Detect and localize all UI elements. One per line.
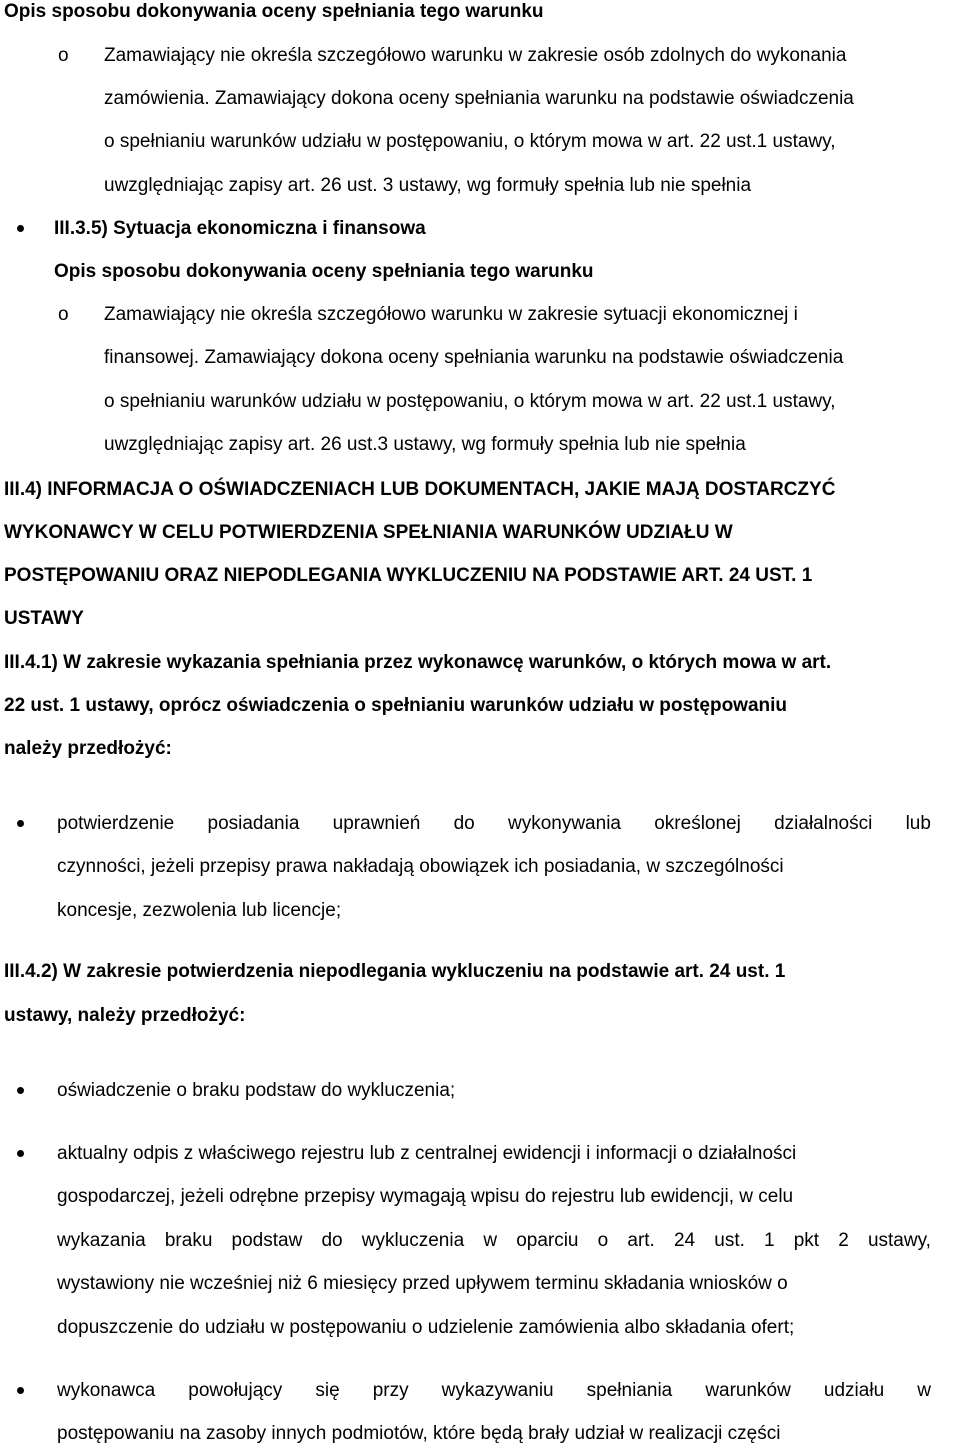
list-item-line: [57, 812, 931, 836]
word: do: [321, 1230, 343, 1251]
circle-bullet-icon: o: [58, 45, 69, 66]
word: wykazywaniu: [441, 1380, 554, 1401]
word: 2: [838, 1230, 849, 1251]
section-title: III.3.5) Sytuacja ekonomiczna i finansowa: [54, 218, 426, 239]
paragraph-line: uwzględniając zapisy art. 26 ust. 3 ustawy, wg formuły spełnia lub nie spełnia: [104, 175, 752, 196]
paragraph-line: zamówienia. Zamawiający dokona oceny spełniania warunku na podstawie oświadczenia: [104, 88, 854, 109]
word: wykonywania: [507, 813, 621, 834]
word: udziału: [823, 1380, 885, 1401]
bullet-icon: [17, 225, 24, 232]
section-title-line: III.4.1) W zakresie wykazania spełniania przez wykonawcę warunków, o których mowa w art.: [4, 652, 832, 673]
list-item-line: dopuszczenie do udziału w postępowaniu o udzielenie zamówienia albo składania ofert;: [57, 1317, 795, 1338]
justified-line: [57, 1229, 931, 1253]
word: podstaw: [231, 1230, 303, 1251]
word: wykluczenia: [361, 1230, 465, 1251]
justified-line: [57, 1379, 931, 1403]
word: przy: [372, 1380, 409, 1401]
word: ust.: [714, 1230, 745, 1251]
word: w: [917, 1380, 931, 1401]
word: w: [483, 1230, 498, 1251]
word: posiadania: [207, 813, 300, 834]
paragraph-line: uwzględniając zapisy art. 26 ust.3 ustawy, wg formuły spełnia lub nie spełnia: [104, 434, 746, 455]
bullet-icon: [17, 1087, 24, 1094]
word: powołujący: [188, 1380, 283, 1401]
word: 24: [673, 1230, 696, 1251]
paragraph-line: o spełnianiu warunków udziału w postępowaniu, o którym mowa w art. 22 ust.1 ustawy,: [104, 131, 836, 152]
word: art.: [627, 1230, 655, 1251]
section-heading: Opis sposobu dokonywania oceny spełniania tego warunku: [4, 1, 544, 22]
word: braku: [164, 1230, 213, 1251]
word: ustawy,: [867, 1230, 931, 1251]
word: wykonawca: [57, 1380, 156, 1401]
paragraph-line: Zamawiający nie określa szczegółowo warunku w zakresie sytuacji ekonomicznej i: [104, 304, 798, 325]
section-title-line: WYKONAWCY W CELU POTWIERDZENIA SPEŁNIANIA WARUNKÓW UDZIAŁU W: [4, 522, 733, 543]
bullet-icon: [17, 820, 24, 827]
list-item-line: gospodarczej, jeżeli odrębne przepisy wymagają wpisu do rejestru lub ewidencji, w celu: [57, 1186, 794, 1207]
word: wykazania: [57, 1230, 146, 1251]
word: oparciu: [516, 1230, 579, 1251]
word: o: [597, 1230, 609, 1251]
section-title-line: POSTĘPOWANIU ORAZ NIEPODLEGANIA WYKLUCZENIU NA PODSTAWIE ART. 24 UST. 1: [4, 565, 813, 586]
word: pkt: [793, 1230, 820, 1251]
list-item-line: czynności, jeżeli przepisy prawa nakładają obowiązek ich posiadania, w szczególności: [57, 856, 784, 877]
section-title-line: należy przedłożyć:: [4, 738, 172, 759]
list-item-line: [57, 1229, 931, 1253]
word: potwierdzenie: [57, 813, 175, 834]
word: warunków: [705, 1380, 791, 1401]
paragraph-line: finansowej. Zamawiający dokona oceny spełniania warunku na podstawie oświadczenia: [104, 347, 844, 368]
section-title-line: USTAWY: [4, 608, 84, 629]
list-item-line: wystawiony nie wcześniej niż 6 miesięcy przed upływem terminu składania wniosków o: [57, 1273, 788, 1294]
section-title-line: III.4.2) W zakresie potwierdzenia niepodlegania wykluczeniu na podstawie art. 24 ust. 1: [4, 961, 786, 982]
circle-bullet-icon: o: [58, 304, 69, 325]
word: określonej: [654, 813, 741, 834]
word: uprawnień: [332, 813, 421, 834]
word: do: [453, 813, 475, 834]
bullet-icon: [17, 1387, 24, 1394]
justified-line: [57, 812, 931, 836]
list-item-line: koncesje, zezwolenia lub licencje;: [57, 900, 342, 921]
paragraph-line: o spełnianiu warunków udziału w postępowaniu, o którym mowa w art. 22 ust.1 ustawy,: [104, 391, 836, 412]
section-title-line: III.4) INFORMACJA O OŚWIADCZENIACH LUB DOKUMENTACH, JAKIE MAJĄ DOSTARCZYĆ: [4, 479, 836, 500]
word: spełniania: [586, 1380, 673, 1401]
word: lub: [905, 813, 931, 834]
list-item-line: [57, 1379, 931, 1403]
list-item-line: aktualny odpis z właściwego rejestru lub z centralnej ewidencji i informacji o działalności: [57, 1143, 797, 1164]
bullet-icon: [17, 1150, 24, 1157]
section-title-line: ustawy, należy przedłożyć:: [4, 1005, 246, 1026]
word: działalności: [774, 813, 873, 834]
section-title-line: 22 ust. 1 ustawy, oprócz oświadczenia o spełnianiu warunków udziału w postępowaniu: [4, 695, 788, 716]
word: 1: [764, 1230, 775, 1251]
word: się: [315, 1380, 340, 1401]
paragraph-line: Zamawiający nie określa szczegółowo warunku w zakresie osób zdolnych do wykonania: [104, 45, 847, 66]
list-item-line: postępowaniu na zasoby innych podmiotów, które będą brały udział w realizacji części: [57, 1423, 781, 1444]
list-item-line: oświadczenie o braku podstaw do wykluczenia;: [57, 1080, 456, 1101]
section-heading: Opis sposobu dokonywania oceny spełniania tego warunku: [54, 261, 594, 282]
